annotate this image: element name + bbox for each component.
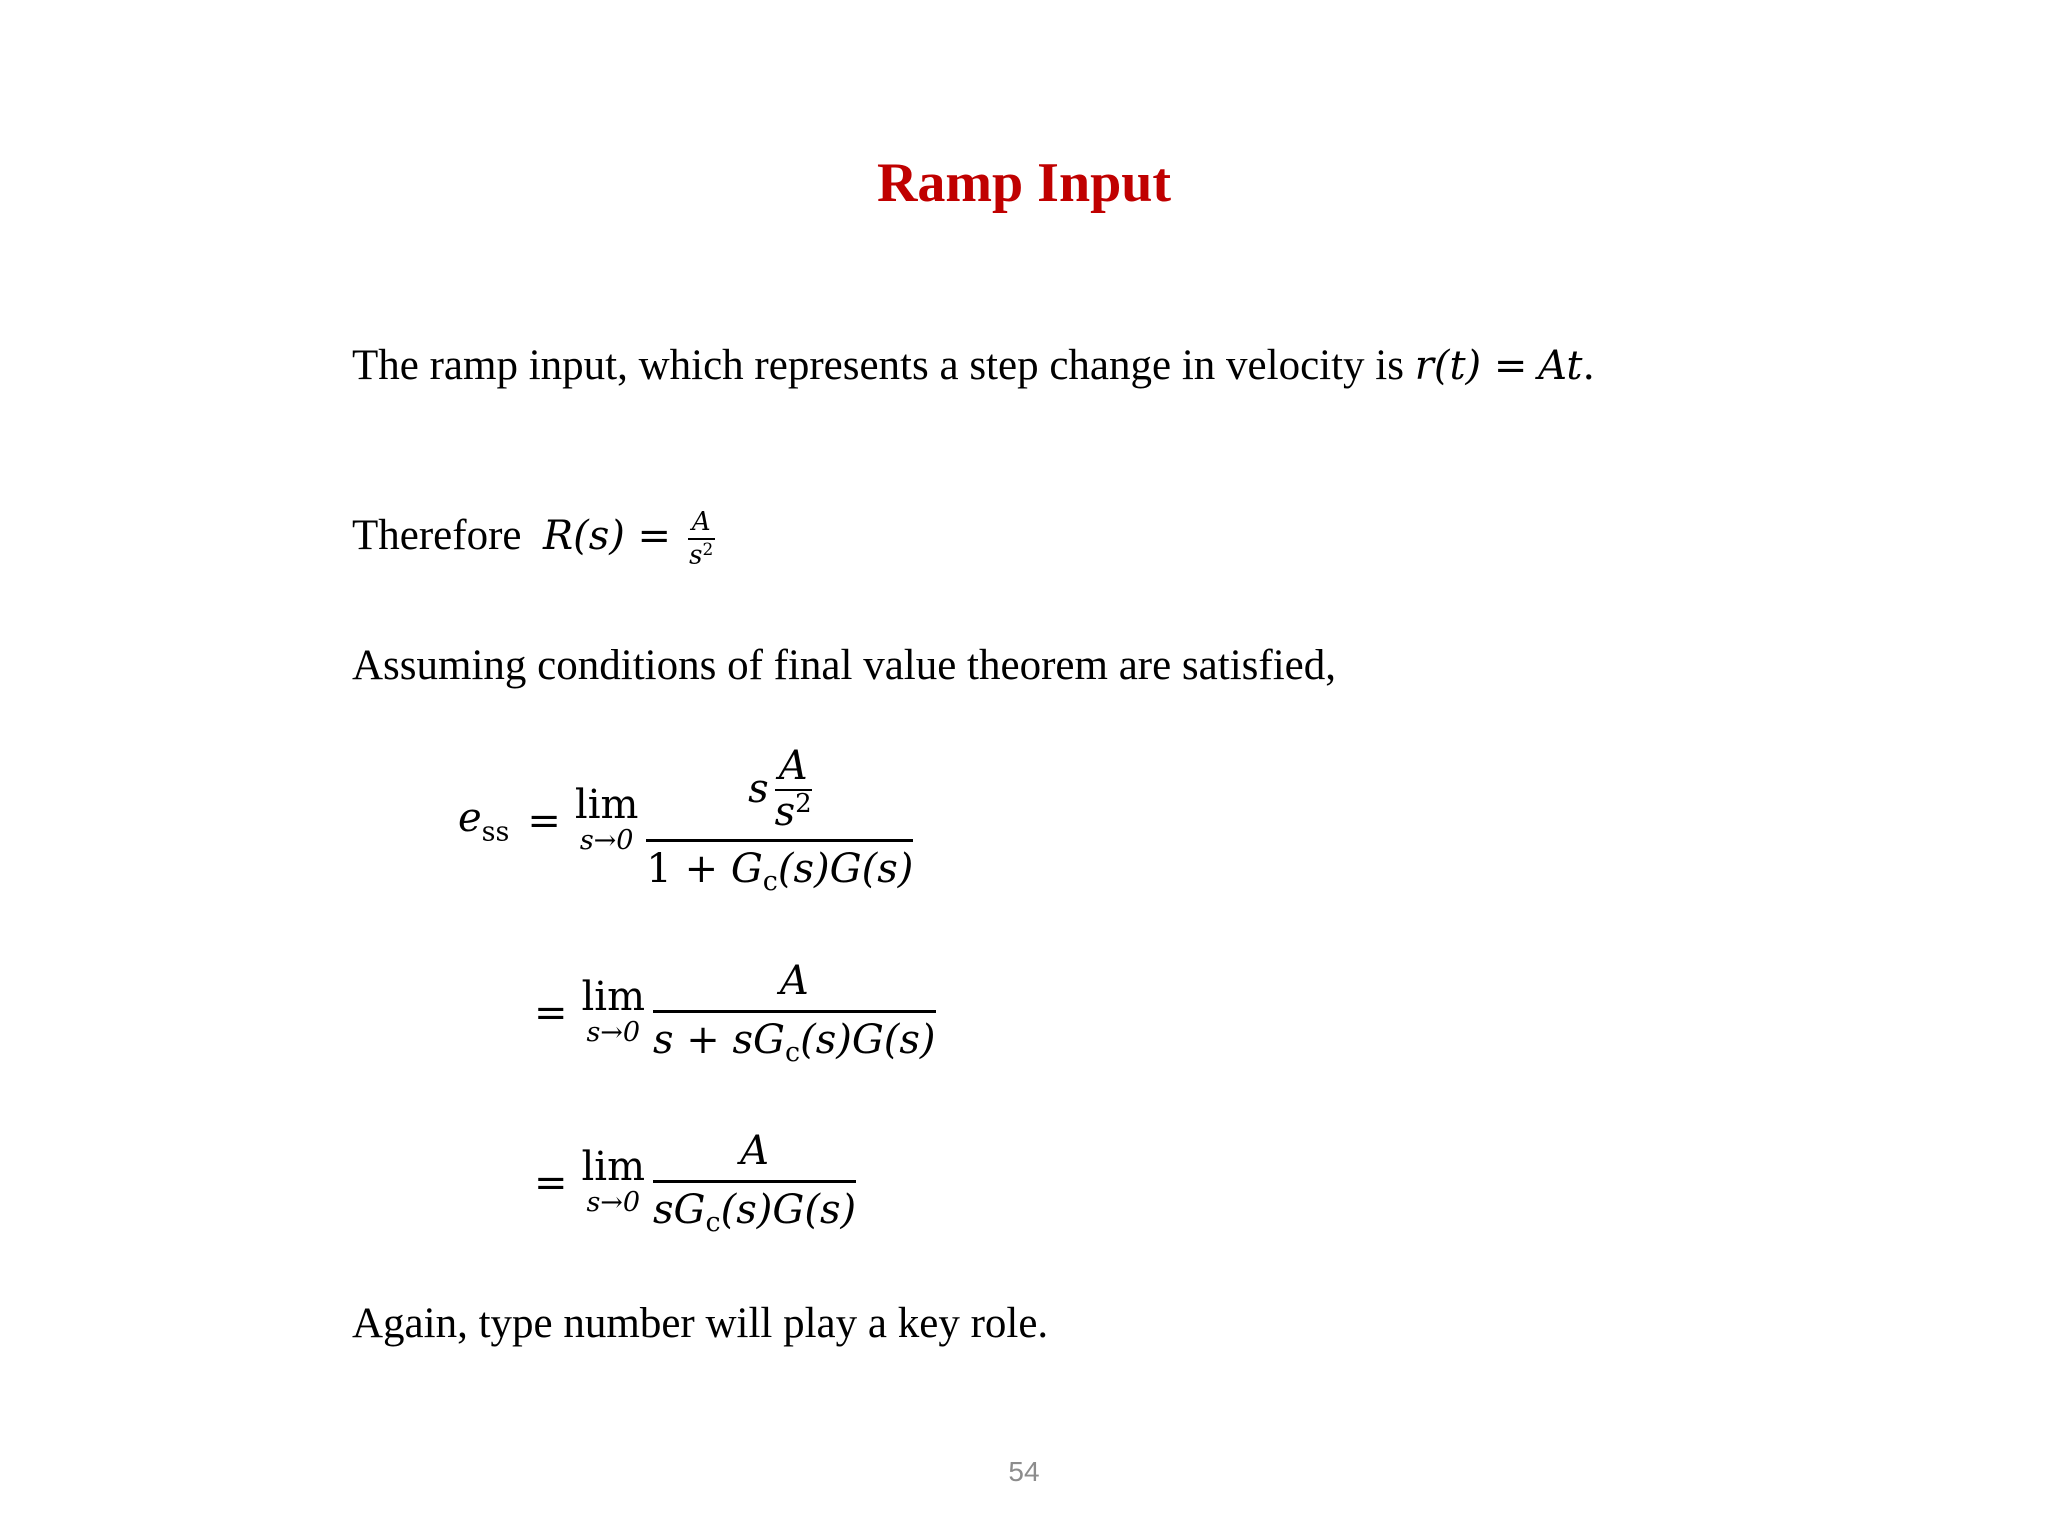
eq3-lim-word: lim bbox=[581, 1143, 646, 1190]
eq1-den-g: G bbox=[730, 846, 763, 892]
eq1-numerator bbox=[646, 745, 913, 842]
eq3-fraction bbox=[653, 1128, 856, 1238]
eq2-den-rest: (s)G(s) bbox=[800, 1017, 936, 1063]
eq2-lim-word: lim bbox=[581, 973, 646, 1020]
eq2-equals: = bbox=[534, 990, 568, 1037]
intro-math-r: r(t) = bbox=[1414, 343, 1528, 389]
eq2-den-c: c bbox=[784, 1037, 801, 1069]
intro-text: The ramp input, which represents a step change in velocity is bbox=[352, 342, 1404, 389]
eq3-den-prefix: sG bbox=[653, 1187, 706, 1233]
eq1-den-rest: (s)G(s) bbox=[777, 846, 914, 892]
closing-paragraph: Again, type number will play a key role. bbox=[352, 1300, 1049, 1347]
eq2-denominator bbox=[653, 1013, 936, 1068]
therefore-lhs: R(s) = bbox=[542, 513, 672, 559]
eq1-limit bbox=[574, 781, 639, 857]
intro-end: . bbox=[1582, 343, 1596, 389]
assuming-paragraph: Assuming conditions of final value theorem are satisfied, bbox=[352, 642, 1336, 689]
eq1-inner-den-base: s bbox=[774, 789, 796, 835]
eq1-den-prefix: 1 + bbox=[646, 846, 731, 892]
eq2-den-prefix: s + sG bbox=[653, 1017, 785, 1063]
eq1-num-s: s bbox=[748, 766, 769, 812]
equation-1 bbox=[458, 745, 913, 897]
eq3-limit bbox=[581, 1143, 646, 1219]
eq3-den-c: c bbox=[705, 1207, 721, 1239]
eq1-lim-word: lim bbox=[574, 781, 639, 828]
slide-title: Ramp Input bbox=[876, 152, 1172, 214]
intro-math-at: At bbox=[1538, 343, 1583, 389]
therefore-label: Therefore bbox=[352, 512, 522, 559]
therefore-fraction bbox=[688, 506, 715, 571]
eq1-inner-denominator bbox=[775, 791, 812, 833]
eq1-nested bbox=[748, 745, 812, 833]
eq2-limit bbox=[581, 973, 646, 1049]
equation-2 bbox=[534, 958, 936, 1068]
therefore-numerator: A bbox=[688, 509, 715, 540]
eq1-lim-under: s→0 bbox=[579, 824, 634, 856]
eq1-lhs-symbol: e bbox=[458, 794, 482, 841]
eq3-equals: = bbox=[534, 1160, 568, 1207]
eq1-lhs-subscript: ss bbox=[481, 816, 510, 848]
intro-paragraph bbox=[352, 338, 1672, 394]
therefore-den-exponent: 2 bbox=[702, 538, 714, 559]
eq1-den-c: c bbox=[762, 866, 778, 898]
eq1-fraction bbox=[646, 745, 913, 897]
equation-3 bbox=[534, 1128, 856, 1238]
therefore-line bbox=[352, 508, 1672, 570]
page-number: 54 bbox=[1008, 1456, 1040, 1487]
therefore-denominator bbox=[689, 540, 713, 570]
eq2-lim-under: s→0 bbox=[586, 1016, 641, 1048]
eq2-numerator: A bbox=[653, 958, 936, 1013]
eq1-lhs bbox=[458, 795, 509, 847]
eq1-inner-fraction bbox=[775, 745, 812, 833]
eq3-numerator: A bbox=[653, 1128, 856, 1183]
eq3-lim-under: s→0 bbox=[586, 1186, 641, 1218]
eq3-denominator bbox=[653, 1183, 856, 1238]
eq1-inner-numerator: A bbox=[775, 745, 812, 791]
eq2-fraction bbox=[653, 958, 936, 1068]
eq3-den-rest: (s)G(s) bbox=[720, 1187, 857, 1233]
eq1-inner-den-exponent: 2 bbox=[795, 789, 812, 819]
eq1-equals: = bbox=[527, 798, 561, 845]
eq1-denominator bbox=[646, 842, 913, 897]
therefore-den-base: s bbox=[689, 540, 703, 571]
